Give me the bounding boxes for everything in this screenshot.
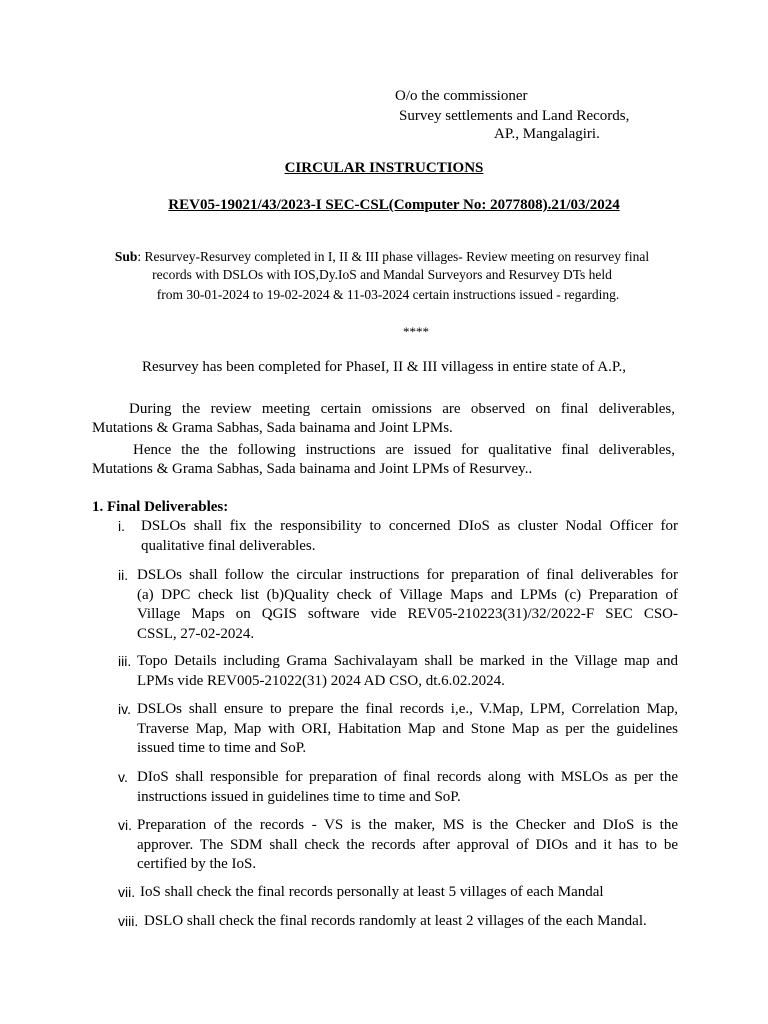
list-item [118,768,678,807]
item-line: LPMs vide REV005-21022(31) 2024 AD CSO, dt.6.02.2024. [137,672,505,689]
item-line: DIoS shall responsible for preparation of final records along with MSLOs as per the [137,769,678,785]
list-item [118,566,678,644]
list-item [118,912,678,932]
para1-line-2: Mutations & Grama Sabhas, Sada bainama and Joint LPMs. [92,420,453,436]
para2-line-2: Mutations & Grama Sabhas, Sada bainama and Joint LPMs of Resurvey.. [92,461,533,477]
list-item [118,883,678,903]
item-line: DSLOs shall fix the responsibility to concerned DIoS as cluster Nodal Officer for [141,518,678,534]
section-heading: 1. Final Deliverables: [92,499,229,515]
item-line: qualitative final deliverables. [141,537,316,554]
item-line: approver. The SDM shall check the records after approval of DIOs and it has to be [137,836,678,853]
item-line: Traverse Map, Map with ORI, Habitation Map and Stone Map as per the guidelines [137,720,678,737]
list-item [118,517,678,556]
list-item [118,652,678,691]
subject-text-1: : Resurvey-Resurvey completed in I, II & III phase villages- Review meeting on resurvey final [137,249,650,264]
item-number: v. [118,769,128,785]
item-line: Topo Details including Grama Sachivalayam shall be marked in the Village map and [137,653,678,669]
subject-line-2: records with DSLOs with IOS,Dy.IoS and Mandal Surveyors and Resurvey DTs held [152,267,612,282]
item-line: DSLOs shall follow the circular instructions for preparation of final deliverables for [137,567,678,583]
item-line: certified by the IoS. [137,856,257,872]
reference-number: REV05-19021/43/2023-I SEC-CSL(Computer No: 2077808).21/03/2024 [168,197,620,213]
item-line: DSLO shall check the final records randomly at least 2 villages of the each Mandal. [144,913,647,929]
list-item [118,816,678,875]
separator: **** [403,324,429,339]
item-number: ii. [118,567,129,583]
item-line: CSSL, 27-02-2024. [137,625,255,642]
item-line: issued time to time and SoP. [137,740,307,756]
item-number: vii. [118,884,136,900]
office-line-2: Survey settlements and Land Records, [399,108,630,124]
item-number: iii. [118,653,132,669]
item-number: iv. [118,701,131,717]
intro-text: Resurvey has been completed for PhaseI, II & III villagess in entire state of A.P., [142,359,627,375]
item-number: viii. [118,913,139,929]
item-line: (a) DPC check list (b)Quality check of Village Maps and LPMs (c) Preparation of [137,586,678,603]
subject-line-1 [0,248,766,266]
subject-label: Sub [114,249,138,264]
list-item [118,700,678,759]
item-line: Village Maps on QGIS software vide REV05-210223(31)/32/2022-F SEC CSO- [137,606,678,622]
document-title: CIRCULAR INSTRUCTIONS [284,160,484,176]
subject-line-3: from 30-01-2024 to 19-02-2024 & 11-03-2024 certain instructions issued - regarding. [156,287,620,302]
item-number: i. [118,518,125,534]
item-line: DSLOs shall ensure to prepare the final records i,e., V.Map, LPM, Correlation Map, [137,701,678,717]
item-line: IoS shall check the final records personally at least 5 villages of each Mandal [140,884,604,900]
office-line-3: AP., Mangalagiri. [494,126,600,142]
office-line-1: O/o the commissioner [395,88,528,104]
para1-line-1: During the review meeting certain omissions are observed on final deliverables, [129,401,675,417]
item-line: instructions issued in guidelines time to time and SoP. [137,788,461,805]
item-line: Preparation of the records - VS is the maker, MS is the Checker and DIoS is the [137,817,678,833]
item-number: vi. [118,817,132,833]
para2-line-1: Hence the the following instructions are issued for qualitative final deliverables, [133,442,675,458]
